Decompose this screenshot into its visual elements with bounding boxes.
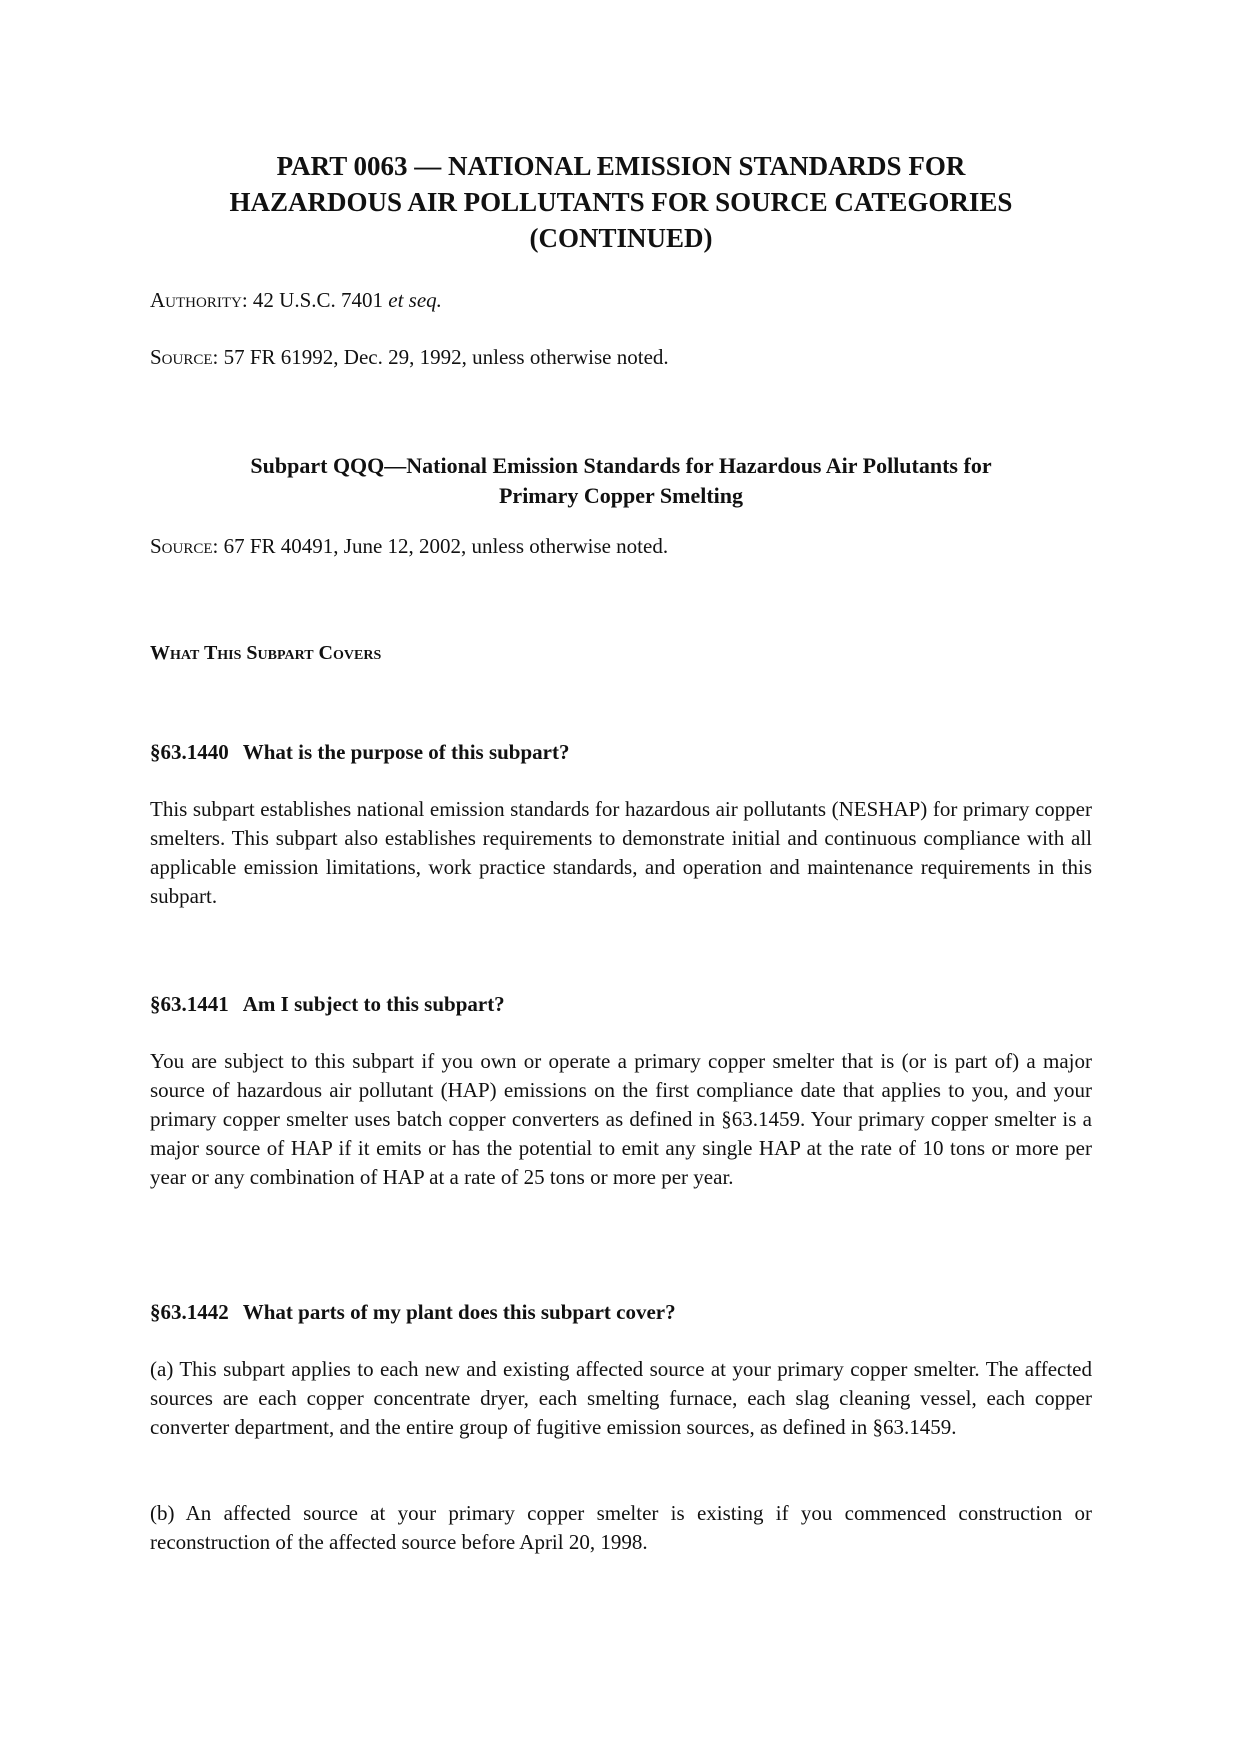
section-heading-1441 [150, 990, 1092, 1018]
part-source-label: Source [150, 345, 213, 369]
section-number: §63.1442 [150, 1300, 229, 1324]
part-title-line-3: (CONTINUED) [529, 223, 713, 253]
section-heading-1442 [150, 1298, 1092, 1326]
authority-text: : 42 U.S.C. 7401 [241, 288, 389, 312]
part-title [150, 148, 1092, 256]
section-title: What is the purpose of this subpart? [242, 740, 570, 764]
subpart-source-text: : 67 FR 40491, June 12, 2002, unless otherwise noted. [212, 534, 669, 558]
subpart-title [150, 451, 1092, 511]
authority-italic: et seq. [388, 288, 442, 312]
part-source-line [150, 343, 1092, 371]
section-1441-paragraph: You are subject to this subpart if you own or operate a primary copper smelter that is (or is part of) a major source of hazardous air pollutant (HAP) emissions on the first compliance date that applies to you, and your primary copper smelter uses batch copper converters as defined in §63.1459. Your primary copper smelter is a major source of HAP if it emits or has the potential to emit any single HAP at the rate of 10 tons or more per year or any combination of HAP at a rate of 25 tons or more per year. [150, 1049, 1092, 1189]
part-title-line-1: PART 0063 — NATIONAL EMISSION STANDARDS FOR [276, 151, 966, 181]
authority-line [150, 286, 1092, 314]
part-title-line-2: HAZARDOUS AIR POLLUTANTS FOR SOURCE CATEGORIES [229, 187, 1013, 217]
subpart-source-label: Source [150, 534, 213, 558]
subpart-title-line-1: Subpart QQQ—National Emission Standards for Hazardous Air Pollutants for [250, 453, 992, 478]
section-1442-paragraph-a: (a) This subpart applies to each new and existing affected source at your primary copper smelter. The affected sources are each copper concentrate dryer, each smelting furnace, each slag cleaning vessel, each copper converter department, and the entire group of fugitive emission sources, as defined in §63.1459. [150, 1357, 1092, 1439]
part-source-text: : 57 FR 61992, Dec. 29, 1992, unless otherwise noted. [212, 345, 669, 369]
section-heading-1440 [150, 738, 1092, 766]
section-1440-paragraph: This subpart establishes national emission standards for hazardous air pollutants (NESHAP) for primary copper smelters. This subpart also establishes requirements to demonstrate initial and continuous compliance with all applicable emission limitations, work practice standards, and operation and maintenance requirements in this subpart. [150, 797, 1092, 908]
section-title: Am I subject to this subpart? [242, 992, 505, 1016]
group-heading: What This Subpart Covers [150, 642, 382, 664]
subpart-title-line-2: Primary Copper Smelting [498, 483, 743, 508]
section-number: §63.1441 [150, 992, 229, 1016]
section-1442-paragraph-b: (b) An affected source at your primary copper smelter is existing if you commenced construction or reconstruction of the affected source before April 20, 1998. [150, 1501, 1092, 1554]
section-title: What parts of my plant does this subpart cover? [242, 1300, 676, 1324]
section-number: §63.1440 [150, 740, 229, 764]
authority-label: Authority [150, 288, 242, 312]
subpart-source-line [150, 532, 1092, 560]
